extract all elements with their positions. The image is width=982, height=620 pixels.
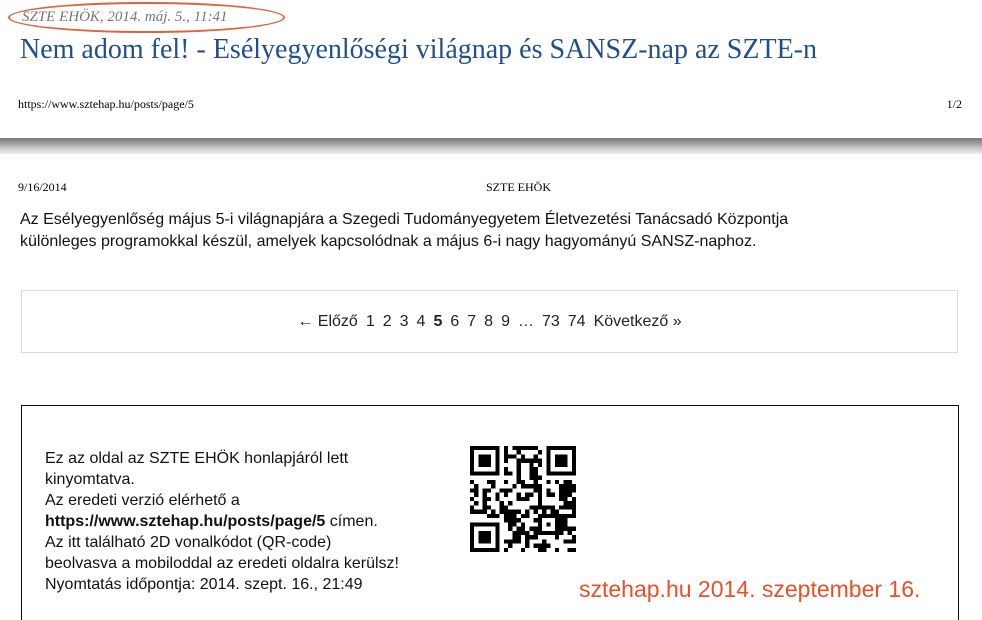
notice-url-line — [45, 511, 465, 532]
post-title[interactable]: Nem adom fel! - Esélyegyenlőségi világnap és SANSZ-nap az SZTE-n — [20, 34, 818, 65]
page-separator — [0, 138, 982, 154]
notice-line: Az itt található 2D vonalkódot (QR-code) — [45, 534, 332, 551]
pagination-page-7[interactable]: 7 — [467, 312, 477, 330]
pagination-page-73[interactable]: 73 — [541, 312, 560, 330]
pagination-page-6[interactable]: 6 — [450, 312, 460, 330]
print-timestamp: Nyomtatás időpontja: 2014. szept. 16., 21:49 — [45, 576, 363, 593]
pagination-page-9[interactable]: 9 — [501, 312, 510, 330]
notice-url-suffix: címen. — [325, 513, 378, 530]
print-url: https://www.sztehap.hu/posts/page/5 — [18, 97, 194, 111]
print-notice-box — [21, 405, 959, 620]
pagination-page-1[interactable]: 1 — [365, 312, 375, 330]
page-count: 1/2 — [946, 97, 962, 111]
pagination-page-8[interactable]: 8 — [484, 312, 494, 330]
post-meta: SZTE EHÖK, 2014. máj. 5., 11:41 — [22, 9, 228, 25]
notice-line: Ez az oldal az SZTE EHÖK honlapjáról lett — [45, 450, 349, 467]
pagination-page-74[interactable]: 74 — [567, 312, 586, 330]
intro-paragraph — [20, 209, 950, 253]
intro-line: Az Esélyegyenlőség május 5-i világnapjára a Szegedi Tudományegyetem Életvezetési Tanácsadó Központja — [20, 211, 789, 228]
notice-url[interactable]: https://www.sztehap.hu/posts/page/5 — [45, 513, 326, 530]
notice-line: beolvasva a mobiloddal az eredeti oldalra kerülsz! — [45, 555, 399, 572]
pagination-ellipsis: … — [517, 312, 534, 330]
print-date: 9/16/2014 — [18, 180, 67, 194]
print-notice-text — [45, 448, 465, 595]
pagination — [21, 290, 958, 353]
pagination-next[interactable]: Következő » — [593, 312, 682, 330]
qr-code-icon — [470, 446, 576, 552]
print-site-name: SZTE EHÖK — [486, 180, 551, 194]
pagination-page-2[interactable]: 2 — [382, 312, 392, 330]
print-date-stamp: sztehap.hu 2014. szeptember 16. — [579, 576, 921, 602]
notice-line: Az eredeti verzió elérhető a — [45, 492, 240, 509]
pagination-page-4[interactable]: 4 — [416, 312, 426, 330]
pagination-prev[interactable]: ← Előző — [297, 312, 358, 330]
pagination-current-page: 5 — [433, 312, 443, 330]
notice-line: kinyomtatva. — [45, 471, 135, 488]
intro-line: különleges programokkal készül, amelyek kapcsolódnak a május 6-i nagy hagyományú SANSZ-naphoz. — [20, 233, 757, 250]
pagination-page-3[interactable]: 3 — [399, 312, 409, 330]
